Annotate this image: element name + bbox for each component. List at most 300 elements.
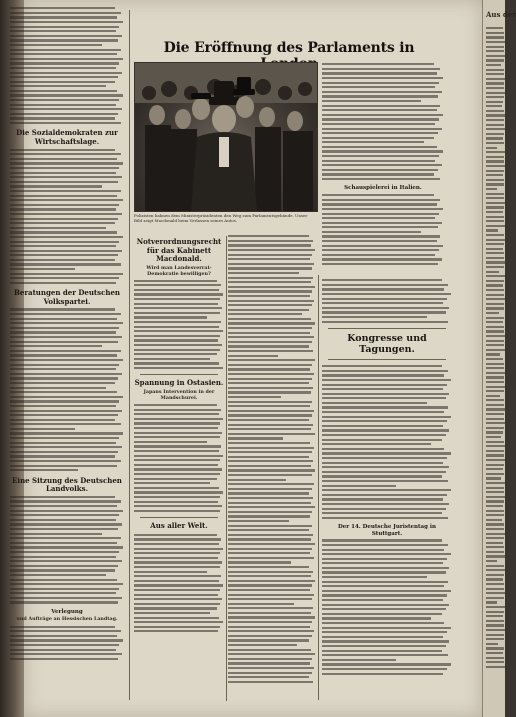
text-line-bar — [486, 73, 504, 75]
lead-headline: Die Eröffnung des Parlaments in — [163, 40, 415, 56]
text-line-bar — [486, 441, 504, 443]
text-line-bar — [10, 451, 118, 453]
text-line-bar — [322, 263, 438, 265]
text-line-bar — [134, 557, 218, 559]
text-line-bar — [10, 377, 118, 379]
article-text — [10, 495, 124, 605]
text-line-bar — [10, 162, 123, 164]
text-line-bar — [134, 496, 220, 498]
text-line-bar — [486, 170, 504, 172]
text-line-bar — [134, 607, 217, 609]
text-line-bar — [322, 208, 443, 210]
text-line-bar — [134, 353, 217, 355]
text-line-bar — [134, 534, 217, 536]
text-line-bar — [228, 387, 313, 389]
text-line-bar — [322, 311, 446, 313]
text-line-bar — [486, 243, 504, 245]
text-line-bar — [486, 505, 503, 507]
text-line-bar — [10, 167, 119, 169]
text-line-bar — [228, 254, 312, 256]
text-line-bar — [322, 123, 435, 125]
text-line-bar — [134, 482, 210, 484]
text-line-bar — [486, 578, 503, 580]
text-line-bar — [10, 551, 119, 553]
text-line-bar — [486, 445, 505, 447]
text-line-bar — [322, 466, 449, 468]
text-line-bar — [228, 277, 313, 279]
text-line-bar — [486, 307, 504, 309]
text-line-bar — [486, 500, 504, 502]
text-line — [322, 177, 444, 182]
text-line-bar — [228, 644, 297, 646]
text-line-bar — [134, 621, 223, 623]
text-line-bar — [486, 510, 504, 512]
text-line-bar — [228, 538, 311, 540]
text-line-bar — [322, 128, 442, 130]
text-line-bar — [134, 307, 222, 309]
text-line-bar — [134, 594, 218, 596]
text-line-bar — [322, 141, 424, 143]
text-line-bar — [228, 428, 311, 430]
text-line-bar — [134, 427, 218, 429]
text-line-bar — [228, 479, 286, 481]
article-text — [228, 234, 316, 684]
text-line-bar — [134, 548, 223, 550]
text-line — [322, 516, 452, 521]
text-line-bar — [486, 372, 505, 374]
text-line-bar — [486, 188, 497, 190]
text-line-bar — [486, 491, 504, 493]
text-line-bar — [486, 367, 504, 369]
text-line-bar — [228, 460, 313, 462]
text-line-bar — [486, 252, 504, 254]
text-line-bar — [228, 350, 313, 352]
divider — [140, 517, 218, 518]
text-line-bar — [228, 511, 312, 513]
text-line-bar — [486, 220, 504, 222]
text-line-bar — [10, 67, 116, 69]
text-line-bar — [322, 68, 440, 70]
text-line-bar — [486, 574, 504, 576]
text-line-bar — [322, 471, 446, 473]
adjacent-page-edge — [482, 0, 516, 717]
text-line-bar — [486, 179, 504, 181]
text-line-bar — [228, 639, 309, 641]
text-line-bar — [486, 436, 501, 438]
text-line-bar — [486, 601, 497, 603]
article-text — [134, 279, 224, 371]
text-line-bar — [486, 92, 505, 94]
text-line-bar — [486, 248, 503, 250]
text-line-bar — [10, 649, 116, 651]
text-line-bar — [228, 594, 314, 596]
text-line-bar — [322, 489, 451, 491]
text-line-bar — [322, 544, 448, 546]
text-line-bar — [322, 77, 443, 79]
text-line-bar — [322, 503, 449, 505]
text-line-bar — [228, 373, 314, 375]
text-line-bar — [134, 335, 220, 337]
text-line — [486, 665, 505, 670]
text-line-bar — [322, 86, 435, 88]
text-line-bar — [486, 174, 503, 176]
text-line-bar — [322, 82, 439, 84]
text-line-bar — [228, 488, 312, 490]
text-line-bar — [228, 561, 291, 563]
text-line-bar — [486, 418, 504, 420]
text-line-bar — [486, 386, 505, 388]
text-line-bar — [322, 258, 442, 260]
text-line-bar — [10, 313, 121, 315]
text-line-bar — [322, 613, 442, 615]
article-heading: Der 14. Deutsche Juristentag in Stuttgart. — [338, 524, 436, 537]
text-line-bar — [486, 565, 504, 567]
text-line-bar — [10, 597, 122, 599]
text-line-bar — [134, 598, 222, 600]
text-line-bar — [228, 543, 315, 545]
text-line-bar — [10, 423, 121, 425]
text-line-bar — [10, 277, 119, 279]
text-line-bar — [322, 155, 439, 157]
text-line-bar — [322, 608, 446, 610]
text-line-bar — [10, 185, 102, 187]
text-line-bar — [322, 217, 435, 219]
text-line-bar — [486, 284, 503, 286]
text-line-bar — [486, 390, 504, 392]
text-line-bar — [322, 95, 438, 97]
divider — [328, 328, 446, 329]
article-heading: Eine Sitzung des Deutschen Landvolks. — [12, 475, 122, 494]
text-line-bar — [486, 496, 505, 498]
text-line-bar — [486, 363, 504, 365]
text-line-bar — [486, 477, 501, 479]
text-line — [10, 468, 124, 473]
text-line-bar — [10, 505, 117, 507]
text-line-bar — [10, 222, 115, 224]
text-line-bar — [322, 402, 427, 404]
text-line-bar — [322, 114, 443, 116]
text-line-bar — [322, 164, 442, 166]
text-line-bar — [10, 658, 118, 660]
text-line-bar — [486, 82, 504, 84]
text-line-bar — [134, 538, 221, 540]
article-text — [322, 364, 452, 520]
text-line-bar — [486, 468, 503, 470]
text-line-bar — [322, 622, 444, 624]
text-line-bar — [486, 151, 505, 153]
text-line-bar — [322, 146, 437, 148]
text-line-bar — [228, 603, 294, 605]
text-line — [228, 680, 316, 685]
text-line-bar — [322, 222, 442, 224]
text-line-bar — [10, 592, 116, 594]
text-line-bar — [10, 227, 106, 229]
text-line-bar — [486, 303, 504, 305]
text-line-bar — [228, 552, 310, 554]
text-line-bar — [228, 667, 314, 669]
text-line-bar — [10, 414, 118, 416]
text-line-bar — [228, 469, 315, 471]
text-line-bar — [228, 621, 312, 623]
text-line-bar — [486, 482, 505, 484]
text-line-bar — [10, 528, 118, 530]
text-line-bar — [322, 567, 449, 569]
text-line-bar — [322, 393, 449, 395]
text-line-bar — [228, 451, 312, 453]
text-line-bar — [486, 216, 504, 218]
text-line-bar — [10, 644, 119, 646]
text-line-bar — [322, 384, 447, 386]
text-line-bar — [10, 354, 117, 356]
text-line-bar — [10, 81, 115, 83]
text-line-bar — [322, 374, 444, 376]
text-line-bar — [322, 636, 443, 638]
text-line-bar — [228, 368, 310, 370]
text-line-bar — [10, 387, 106, 389]
text-line-bar — [486, 147, 497, 149]
text-line-bar — [10, 405, 116, 407]
article-heading: Die Sozialdemokraten zur Wirtschaftslage. — [16, 128, 118, 146]
text-line-bar — [322, 508, 446, 510]
text-line-bar — [10, 26, 119, 28]
text-line-bar — [228, 249, 315, 251]
text-line-bar — [486, 197, 504, 199]
text-line-bar — [134, 566, 220, 568]
text-line-bar — [228, 322, 315, 324]
text-line-bar — [10, 373, 122, 375]
text-line-bar — [134, 505, 222, 507]
text-line-bar — [322, 132, 438, 134]
text-line-bar — [10, 104, 116, 106]
text-line-bar — [486, 330, 504, 332]
text-line-bar — [134, 303, 218, 305]
text-line-bar — [322, 429, 449, 431]
text-line-bar — [134, 436, 220, 438]
text-line-bar — [322, 452, 451, 454]
text-line-bar — [134, 473, 220, 475]
text-line-bar — [486, 661, 504, 663]
text-line-bar — [10, 44, 102, 46]
text-line-bar — [134, 432, 222, 434]
text-line-bar — [228, 318, 311, 320]
text-line-bar — [486, 487, 504, 489]
text-line-bar — [228, 419, 309, 421]
text-line-bar — [228, 378, 312, 380]
article-heading: Schauspielerei in Italien. — [344, 185, 422, 192]
text-line-bar — [486, 142, 504, 144]
text-line-bar — [322, 379, 451, 381]
column-1 — [10, 6, 124, 706]
text-line-bar — [228, 649, 311, 651]
text-line-bar — [10, 410, 122, 412]
text-line-bar — [10, 519, 116, 521]
text-line-bar — [322, 585, 444, 587]
text-line-bar — [322, 235, 440, 237]
text-line-bar — [486, 638, 504, 640]
text-line-bar — [322, 631, 447, 633]
text-line-bar — [228, 442, 310, 444]
text-line-bar — [486, 546, 504, 548]
text-line-bar — [322, 420, 447, 422]
text-line-bar — [228, 364, 312, 366]
text-line-bar — [486, 395, 500, 397]
text-line-bar — [486, 533, 505, 535]
text-line-bar — [10, 496, 115, 498]
text-line-bar — [322, 571, 446, 573]
text-line-bar — [10, 176, 122, 178]
text-line-bar — [486, 124, 504, 126]
article-text — [10, 624, 124, 661]
text-line-bar — [322, 411, 444, 413]
text-line — [134, 509, 224, 514]
text-line-bar — [486, 96, 504, 98]
text-line-bar — [322, 160, 435, 162]
text-line-bar — [228, 502, 311, 504]
text-line-bar — [322, 249, 439, 251]
text-line-bar — [134, 501, 218, 503]
text-line-bar — [322, 594, 447, 596]
text-line-bar — [228, 401, 312, 403]
text-line-bar — [486, 643, 498, 645]
text-line-bar — [486, 239, 505, 241]
text-line-bar — [134, 626, 220, 628]
text-line-bar — [486, 261, 505, 263]
article-subheading: und Aufträge an Hessischen Landtag. — [16, 616, 118, 623]
text-line-bar — [486, 128, 505, 130]
text-line-bar — [10, 58, 123, 60]
text-line-bar — [322, 517, 448, 519]
text-line-bar — [10, 322, 123, 324]
text-line-bar — [228, 405, 310, 407]
text-line-bar — [10, 213, 122, 215]
text-line-bar — [486, 620, 504, 622]
text-line-bar — [228, 286, 315, 288]
text-line-bar — [134, 445, 221, 447]
text-line-bar — [228, 359, 315, 361]
text-line-bar — [228, 300, 314, 302]
article-subheading: Wird man Landesverrat-Demokratie bewilligen? — [146, 264, 212, 277]
column-rule — [129, 10, 130, 700]
text-line-bar — [486, 312, 499, 314]
text-line-bar — [322, 549, 444, 551]
text-line-bar — [486, 611, 504, 613]
text-line-bar — [486, 114, 505, 116]
text-line-bar — [228, 497, 313, 499]
text-line-bar — [10, 432, 123, 434]
text-line-bar — [486, 69, 504, 71]
text-line-bar — [486, 165, 505, 167]
text-line-bar — [10, 62, 119, 64]
text-line-bar — [228, 304, 312, 306]
text-line-bar — [10, 7, 115, 9]
text-line-bar — [322, 434, 446, 436]
text-line-bar — [10, 560, 122, 562]
text-line-bar — [228, 267, 312, 269]
text-line-bar — [322, 604, 449, 606]
text-line-bar — [322, 581, 448, 583]
text-line-bar — [134, 510, 220, 512]
text-line-bar — [228, 566, 309, 568]
text-line-bar — [322, 173, 434, 175]
text-line-bar — [322, 298, 447, 300]
article-heading: Beratungen der Deutschen Volkspartei. — [13, 288, 121, 306]
text-line-bar — [486, 78, 505, 80]
text-line-bar — [10, 419, 115, 421]
text-line-bar — [322, 321, 448, 323]
text-line-bar — [322, 63, 434, 65]
text-line-bar — [322, 562, 443, 564]
text-line-bar — [10, 117, 115, 119]
text-line-bar — [486, 353, 500, 355]
text-line-bar — [10, 282, 116, 284]
text-line-bar — [10, 635, 117, 637]
article-text — [10, 6, 124, 125]
text-line-bar — [486, 55, 505, 57]
text-line-bar — [10, 382, 115, 384]
text-line-bar — [10, 579, 117, 581]
text-line-bar — [486, 454, 504, 456]
text-line-bar — [10, 158, 117, 160]
text-line-bar — [322, 673, 443, 675]
text-line-bar — [322, 650, 442, 652]
text-line-bar — [228, 382, 309, 384]
text-line-bar — [322, 118, 439, 120]
text-line-bar — [228, 414, 312, 416]
text-line-bar — [228, 437, 283, 439]
text-line-bar — [134, 326, 219, 328]
text-line-bar — [486, 422, 505, 424]
text-line-bar — [134, 491, 223, 493]
text-line-bar — [486, 464, 504, 466]
text-line-bar — [486, 156, 504, 158]
text-line-bar — [10, 546, 123, 548]
text-line-bar — [134, 293, 223, 295]
text-line-bar — [10, 396, 123, 398]
text-line-bar — [486, 349, 505, 351]
column-rule — [226, 236, 227, 701]
text-line-bar — [10, 455, 115, 457]
text-line-bar — [228, 433, 315, 435]
text-line-bar — [10, 108, 122, 110]
text-line-bar — [228, 662, 310, 664]
text-line-bar — [10, 574, 106, 576]
text-line-bar — [10, 181, 118, 183]
text-line-bar — [486, 119, 504, 121]
text-line-bar — [10, 263, 121, 265]
text-line-bar — [486, 257, 504, 259]
text-line — [322, 319, 452, 324]
text-line-bar — [134, 316, 207, 318]
text-line-bar — [134, 630, 218, 632]
text-line-bar — [322, 178, 440, 180]
text-line-bar — [228, 465, 311, 467]
text-line-bar — [486, 606, 505, 608]
text-line-bar — [322, 203, 437, 205]
text-line-bar — [322, 288, 444, 290]
text-line — [322, 671, 452, 676]
text-line-bar — [322, 654, 448, 656]
text-line-bar — [10, 510, 123, 512]
text-line-bar — [134, 459, 220, 461]
text-line-bar — [10, 99, 119, 101]
text-line-bar — [134, 571, 207, 573]
text-line-bar — [228, 235, 309, 237]
text-line-bar — [486, 344, 504, 346]
text-line-bar — [322, 91, 442, 93]
text-line-bar — [486, 413, 504, 415]
text-line-bar — [134, 575, 221, 577]
text-line-bar — [486, 666, 505, 668]
